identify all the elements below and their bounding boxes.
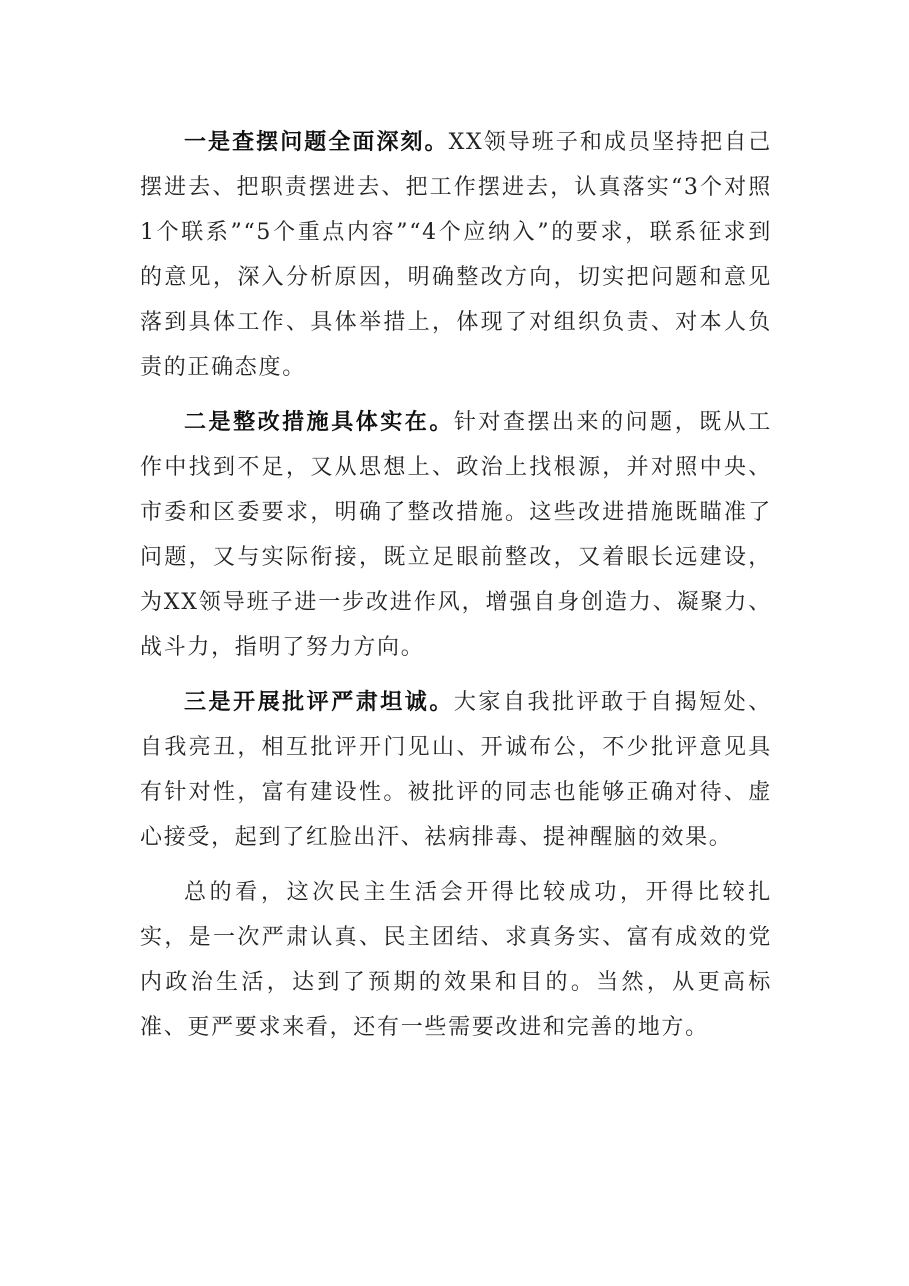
paragraph-lead-heading: 一是查摆问题全面深刻。 (184, 129, 449, 155)
document-body (140, 120, 772, 1050)
paragraph-body-text: XX领导班子和成员坚持把自己摆进去、把职责摆进去、把工作摆进去，认真落实“3个对照1个联系”“5个重点内容”“4个应纳入”的要求，联系征求到的意见，深入分析原因，明确整改方向，切实把问题和意见落到具体工作、具体举措上，体现了对组织负责、对本人负责的正确态度。 (140, 130, 772, 380)
paragraph-rectification-measures (140, 400, 772, 670)
paragraph-body-text: 总的看，这次民主生活会开得比较成功，开得比较扎实，是一次严肃认真、民主团结、求真务实、富有成效的党内政治生活，达到了预期的效果和目的。当然，从更高标准、更严要求来看，还有一些需要改进和完善的地方。 (140, 880, 772, 1040)
paragraph-lead-heading: 三是开展批评严肃坦诚。 (184, 689, 454, 715)
paragraph-criticism (140, 680, 772, 860)
paragraph-body-text: 针对查摆出来的问题，既从工作中找到不足，又从思想上、政治上找根源，并对照中央、市委和区委要求，明确了整改措施。这些改进措施既瞄准了问题，又与实际衔接，既立足眼前整改，又着眼长远建设，为XX领导班子进一步改进作风，增强自身创造力、凝聚力、战斗力，指明了努力方向。 (140, 410, 773, 660)
paragraph-summary (140, 870, 772, 1050)
paragraph-problem-review (140, 120, 772, 390)
paragraph-lead-heading: 二是整改措施具体实在。 (184, 409, 454, 435)
paragraph-body-text: 大家自我批评敢于自揭短处、自我亮丑，相互批评开门见山、开诚布公，不少批评意见具有针对性，富有建设性。被批评的同志也能够正确对待、虚心接受，起到了红脸出汗、祛病排毒、提神醒脑的效果。 (140, 690, 773, 850)
